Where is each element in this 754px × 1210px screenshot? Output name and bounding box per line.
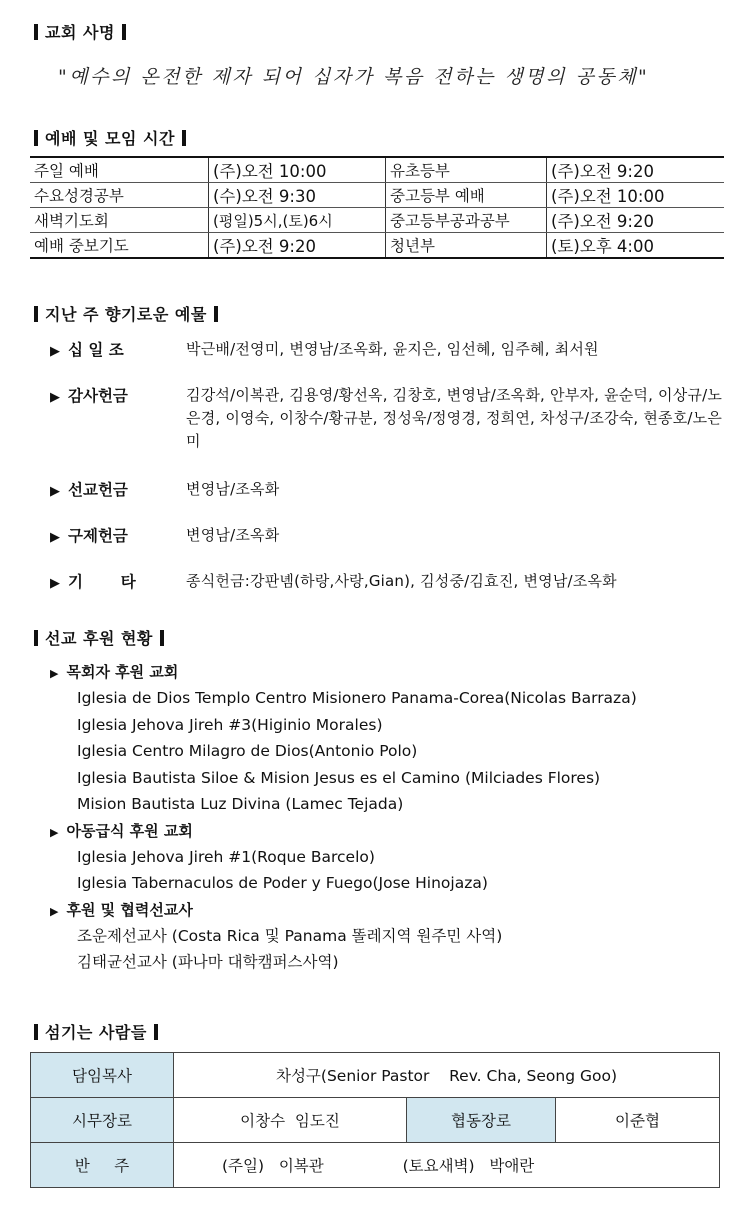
table-row [31, 1098, 720, 1143]
accompanist-label: 반 주 [31, 1143, 174, 1188]
table-row [31, 1143, 720, 1188]
schedule-time: (주)오전 9:20 [547, 157, 725, 183]
offerings-section-title [34, 302, 218, 325]
offering-names: 김강석/이복관, 김용영/황선옥, 김창호, 변영남/조옥화, 안부자, 윤순덕, 이상규/노은경, 이영숙, 이창수/황규분, 정성욱/정영경, 정희연, 차성구/조강숙, 현종호/노은미 [186, 386, 723, 450]
title-bar-left [34, 24, 38, 40]
schedule-name: 청년부 [386, 233, 547, 259]
list-item: Iglesia Tabernaculos de Poder y Fuego(Jose Hinojaza) [77, 874, 488, 892]
list-item: Iglesia Bautista Siloe & Mision Jesus es el Camino (Milciades Flores) [77, 768, 601, 787]
schedule-time: (주)오전 9:20 [209, 233, 386, 259]
triangle-bullet-icon: ▶ [50, 484, 60, 499]
triangle-bullet-icon: ▶ [50, 344, 60, 359]
schedule-time: (수)오전 9:30 [209, 183, 386, 208]
mission-group-title: 후원 및 협력선교사 [66, 900, 193, 919]
offering-names: 박근배/전영미, 변영남/조옥화, 윤지은, 임선혜, 임주혜, 최서원 [186, 340, 599, 358]
mission-group-head [50, 818, 730, 844]
servants-table [30, 1052, 720, 1188]
table-row [30, 233, 724, 259]
title-bar-left [34, 130, 38, 146]
servants-section-title [34, 1020, 158, 1043]
table-row [31, 1053, 720, 1098]
offering-label-text: 감사헌금 [68, 387, 128, 405]
list-item: Iglesia de Dios Templo Centro Misionero Panama-Corea(Nicolas Barraza) [77, 689, 637, 707]
offerings-title-text: 지난 주 향기로운 예물 [45, 305, 207, 324]
schedule-time: (주)오전 10:00 [547, 183, 725, 208]
title-bar-left [34, 306, 38, 322]
schedule-name: 중고등부 예배 [386, 183, 547, 208]
offering-label [50, 524, 128, 546]
missions-title-text: 선교 후원 현황 [45, 629, 153, 648]
missions-section-title [34, 626, 164, 649]
triangle-bullet-icon: ▶ [50, 390, 60, 405]
schedule-time: (주)오전 9:20 [547, 208, 725, 233]
offering-label [50, 478, 128, 500]
mission-title-text: 교회 사명 [45, 23, 115, 42]
offering-label-text: 십 일 조 [68, 341, 124, 359]
schedule-name: 중고등부공과공부 [386, 208, 547, 233]
title-bar-right [160, 630, 164, 646]
list-item: Mision Bautista Luz Divina (Lamec Tejada) [77, 795, 404, 813]
list-item: Iglesia Centro Milagro de Dios(Antonio Polo) [77, 742, 418, 760]
schedule-time: (평일)5시,(토)6시 [209, 208, 386, 233]
schedule-time: (토)오후 4:00 [551, 237, 654, 256]
triangle-bullet-icon: ▶ [50, 667, 59, 680]
mission-group-head [50, 659, 730, 685]
title-bar-left [34, 1024, 38, 1040]
accompanist-value: (주일) 이복관 (토요새벽) 박애란 [174, 1143, 720, 1188]
offering-label-text: 기 타 [68, 573, 136, 591]
triangle-bullet-icon: ▶ [50, 576, 60, 591]
list-item: Iglesia Jehova Jireh #1(Roque Barcelo) [77, 847, 375, 866]
associate-elder-label: 협동장로 [407, 1098, 556, 1143]
schedule-time: (주)오전 10:00 [209, 157, 386, 183]
mission-group-head [50, 897, 730, 923]
schedule-name: 주일 예배 [30, 157, 209, 183]
offering-names: 변영남/조옥화 [186, 526, 280, 544]
mission-group-title: 목회자 후원 교회 [66, 663, 179, 681]
title-bar-right [154, 1024, 158, 1040]
offering-label [50, 384, 128, 406]
title-bar-right [214, 306, 218, 322]
offering-label-text: 구제헌금 [68, 527, 128, 545]
table-row [30, 157, 724, 183]
associate-elder-value: 이준협 [556, 1098, 720, 1143]
schedule-name: 예배 중보기도 [30, 233, 209, 259]
schedule-name: 새벽기도회 [30, 208, 209, 233]
table-row [30, 183, 724, 208]
offering-label [50, 338, 124, 360]
title-bar-right [182, 130, 186, 146]
mission-group-title: 아동급식 후원 교회 [66, 821, 193, 840]
title-bar-left [34, 630, 38, 646]
triangle-bullet-icon: ▶ [50, 825, 59, 839]
servants-title-text: 섬기는 사람들 [45, 1023, 147, 1042]
triangle-bullet-icon: ▶ [50, 904, 59, 918]
offering-names: 종식헌금:강판녬(하랑,사랑,Gian), 김성중/김효진, 변영남/조옥화 [186, 572, 617, 590]
church-motto: "예수의 온전한 제자 되어 십자가 복음 전하는 생명의 공동체" [58, 66, 650, 88]
list-item: 조운제선교사 (Costa Rica 및 Panama 똘레지역 원주민 사역) [77, 926, 503, 945]
missions-list [50, 659, 730, 976]
list-item: Iglesia Jehova Jireh #3(Higinio Morales) [77, 715, 383, 734]
offering-label-text: 선교헌금 [68, 481, 128, 499]
title-bar-right [122, 24, 126, 40]
schedule-name: 수요성경공부 [30, 183, 209, 208]
schedule-section-title [34, 126, 186, 149]
senior-pastor-value: 차성구(Senior Pastor Rev. Cha, Seong Goo) [174, 1053, 720, 1098]
offering-names: 변영남/조옥화 [186, 480, 280, 498]
elder-value: 이창수 임도진 [174, 1098, 407, 1143]
mission-section-title [34, 20, 126, 43]
table-row [30, 208, 724, 233]
offering-label [50, 570, 136, 592]
schedule-table [30, 156, 724, 259]
senior-pastor-label: 담임목사 [31, 1053, 174, 1098]
elder-label: 시무장로 [31, 1098, 174, 1143]
schedule-title-text: 예배 및 모임 시간 [45, 129, 175, 148]
triangle-bullet-icon: ▶ [50, 530, 60, 545]
schedule-name: 유초등부 [386, 157, 547, 183]
list-item: 김태균선교사 (파나마 대학캠퍼스사역) [77, 953, 339, 971]
